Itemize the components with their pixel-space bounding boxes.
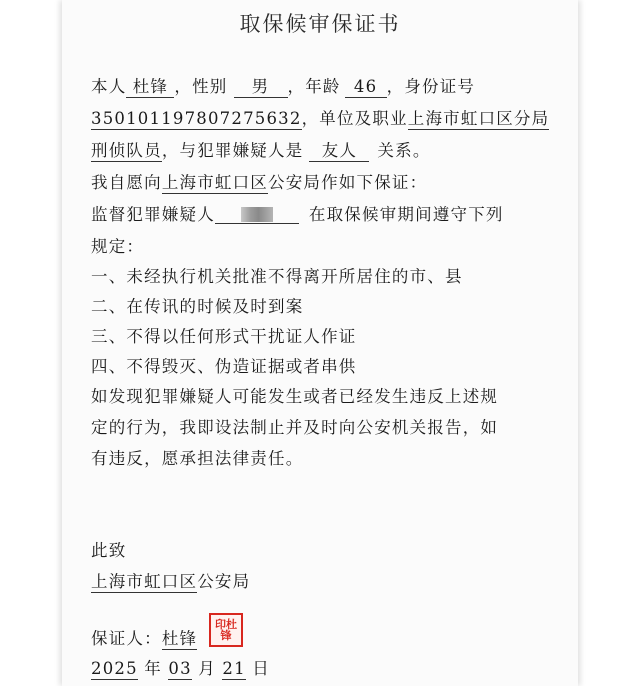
voluntary-line bbox=[91, 169, 427, 193]
id-label: ，身份证号 bbox=[386, 77, 476, 96]
redaction-block bbox=[241, 207, 273, 222]
intro-text: 本人 bbox=[91, 77, 127, 96]
salutation: 此致 bbox=[91, 541, 127, 560]
day-unit: 日 bbox=[252, 659, 270, 678]
job-value: 刑侦队员 bbox=[91, 141, 162, 160]
recipient-line bbox=[91, 568, 250, 592]
document-title: 取保候审保证书 bbox=[239, 12, 401, 36]
supervise-line bbox=[91, 201, 504, 225]
rules-label: 规定： bbox=[91, 237, 145, 256]
relation-label: ，与犯罪嫌疑人是 bbox=[161, 141, 304, 160]
suspect-name-redacted bbox=[215, 207, 299, 224]
date-year: 2025 bbox=[91, 659, 138, 678]
red-seal-stamp bbox=[209, 613, 243, 647]
job-relation-line bbox=[91, 137, 431, 162]
supervise-prefix: 监督犯罪嫌疑人 bbox=[91, 205, 215, 224]
voluntary-prefix: 我自愿向 bbox=[91, 173, 162, 192]
police-bureau: 上海市虹口区 bbox=[161, 173, 269, 192]
age-label: ，年龄 bbox=[287, 77, 341, 96]
signer-name: 杜锋 bbox=[161, 629, 198, 648]
date-line bbox=[91, 655, 270, 679]
employer-label: ，单位及职业 bbox=[301, 109, 408, 128]
guarantor-line bbox=[91, 73, 475, 98]
year-unit: 年 bbox=[144, 659, 162, 678]
signer-label: 保证人： bbox=[91, 629, 162, 648]
rule-item: 二、在传讯的时候及时到案 bbox=[91, 297, 304, 316]
recipient-suffix: 公安局 bbox=[197, 572, 251, 591]
guarantor-name: 杜锋 bbox=[126, 77, 174, 98]
date-month: 03 bbox=[168, 659, 192, 678]
relation-suffix: 关系。 bbox=[377, 141, 431, 160]
rule-item: 四、不得毁灭、伪造证据或者串供 bbox=[91, 357, 357, 376]
rule-item: 一、未经执行机关批准不得离开所居住的市、县 bbox=[91, 267, 463, 286]
supervise-suffix: 在取保候审期间遵守下列 bbox=[308, 205, 504, 224]
employer-value: 上海市虹口区分局 bbox=[407, 109, 550, 128]
month-unit: 月 bbox=[198, 659, 216, 678]
voluntary-suffix: 公安局作如下保证： bbox=[268, 173, 428, 192]
recipient-underlined: 上海市虹口区 bbox=[91, 572, 198, 591]
age-value: 46 bbox=[345, 77, 387, 98]
id-number: 350101197807275632 bbox=[91, 109, 302, 128]
rule-item: 三、不得以任何形式干扰证人作证 bbox=[91, 327, 357, 346]
closing-line: 如发现犯罪嫌疑人可能发生或者已经发生违反上述规 bbox=[91, 387, 499, 406]
signer-line bbox=[91, 625, 197, 649]
seal-text: 印杜锋 bbox=[215, 618, 237, 642]
gender-label: ，性别 bbox=[174, 77, 228, 96]
closing-line: 有违反，愿承担法律责任。 bbox=[91, 449, 304, 468]
id-employer-line bbox=[91, 105, 549, 129]
date-day: 21 bbox=[222, 659, 246, 678]
closing-line: 定的行为，我即设法制止并及时向公安机关报告，如 bbox=[91, 418, 499, 437]
gender-value: 男 bbox=[234, 77, 288, 98]
relation-value: 友人 bbox=[309, 141, 369, 162]
